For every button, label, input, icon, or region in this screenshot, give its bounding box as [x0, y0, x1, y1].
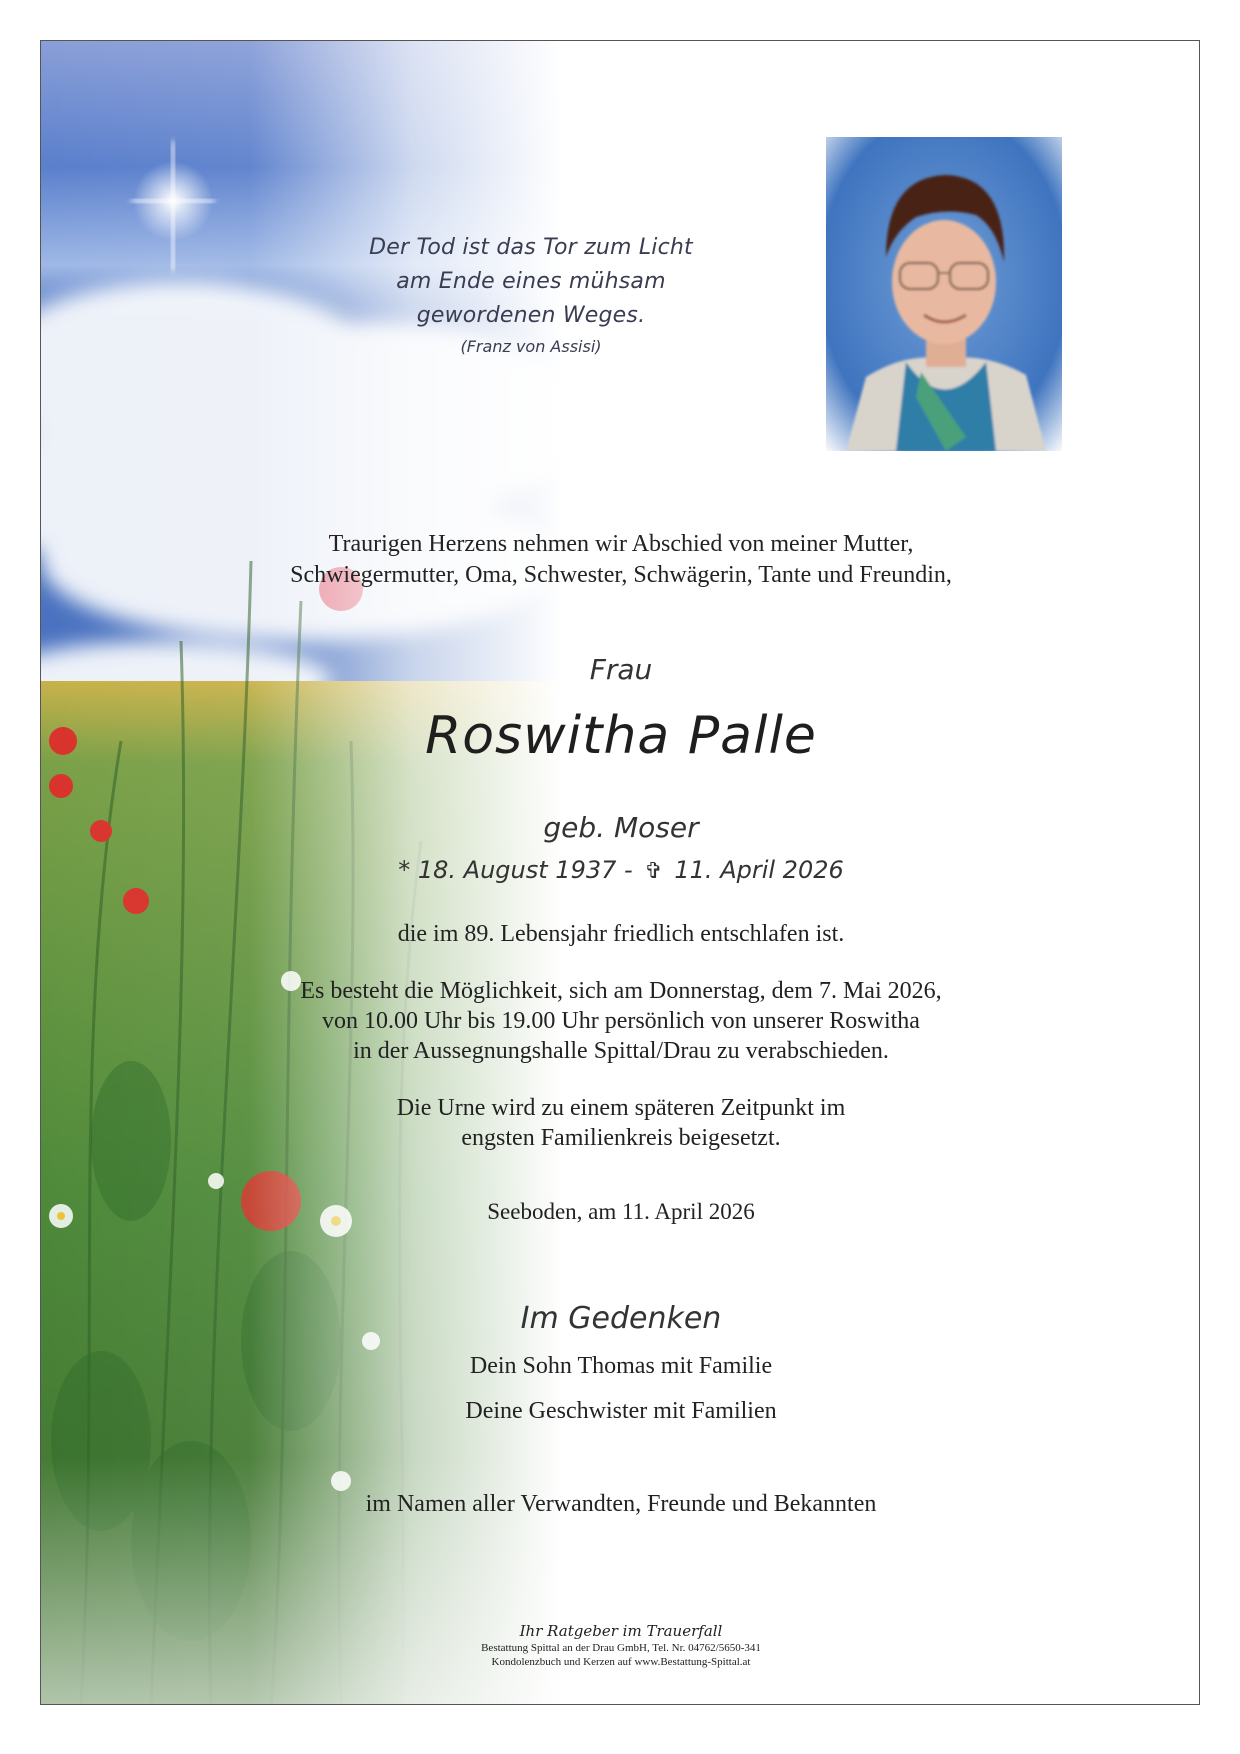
maiden-name: geb. Moser	[543, 811, 699, 844]
urn-line: engsten Familienkreis beigesetzt.	[461, 1125, 781, 1151]
quote-line: gewordenen Weges.	[416, 303, 646, 328]
footer	[41, 1621, 1200, 1669]
urn-text	[41, 1093, 1200, 1153]
portrait-photo	[826, 137, 1062, 451]
farewell-text	[41, 976, 1200, 1066]
cross-icon: ✞	[644, 859, 663, 884]
memory-title: Im Gedenken	[520, 1301, 722, 1336]
footer-slogan: Ihr Ratgeber im Trauerfall	[519, 1622, 723, 1640]
place-date: Seeboden, am 11. April 2026	[487, 1199, 755, 1224]
quote-source: (Franz von Assisi)	[460, 337, 602, 356]
death-date: 11. April 2026	[674, 856, 844, 884]
quote-line: am Ende eines mühsam	[396, 269, 666, 294]
quote-line: Der Tod ist das Tor zum Licht	[369, 235, 693, 260]
intro-text	[41, 529, 1200, 591]
intro-line: Traurigen Herzens nehmen wir Abschied von meiner Mutter,	[328, 531, 914, 557]
urn-line: Die Urne wird zu einem späteren Zeitpunkt im	[396, 1095, 846, 1121]
life-dates	[41, 856, 1200, 884]
footer-condolence: Kondolenzbuch und Kerzen auf www.Bestattung-Spittal.at	[491, 1656, 751, 1668]
farewell-line: Es besteht die Möglichkeit, sich am Donnerstag, dem 7. Mai 2026,	[300, 978, 942, 1004]
deceased-name: Roswitha Palle	[425, 706, 817, 766]
farewell-line: in der Aussegnungshalle Spittal/Drau zu verabschieden.	[353, 1038, 889, 1064]
closing-line: im Namen aller Verwandten, Freunde und Bekannten	[365, 1491, 877, 1517]
intro-line: Schwiegermutter, Oma, Schwester, Schwägerin, Tante und Freundin,	[290, 562, 952, 588]
obituary-frame	[40, 40, 1200, 1705]
quote-block	[331, 231, 731, 359]
farewell-line: von 10.00 Uhr bis 19.00 Uhr persönlich von unserer Roswitha	[322, 1008, 920, 1034]
mourner-line: Deine Geschwister mit Familien	[465, 1398, 777, 1424]
footer-company: Bestattung Spittal an der Drau GmbH, Tel. Nr. 04762/5650-341	[481, 1642, 761, 1654]
mourner-line: Dein Sohn Thomas mit Familie	[469, 1353, 773, 1379]
birth-date: * 18. August 1937 -	[398, 856, 633, 884]
salutation: Frau	[589, 653, 653, 686]
age-text: die im 89. Lebensjahr friedlich entschlafen ist.	[397, 921, 845, 947]
